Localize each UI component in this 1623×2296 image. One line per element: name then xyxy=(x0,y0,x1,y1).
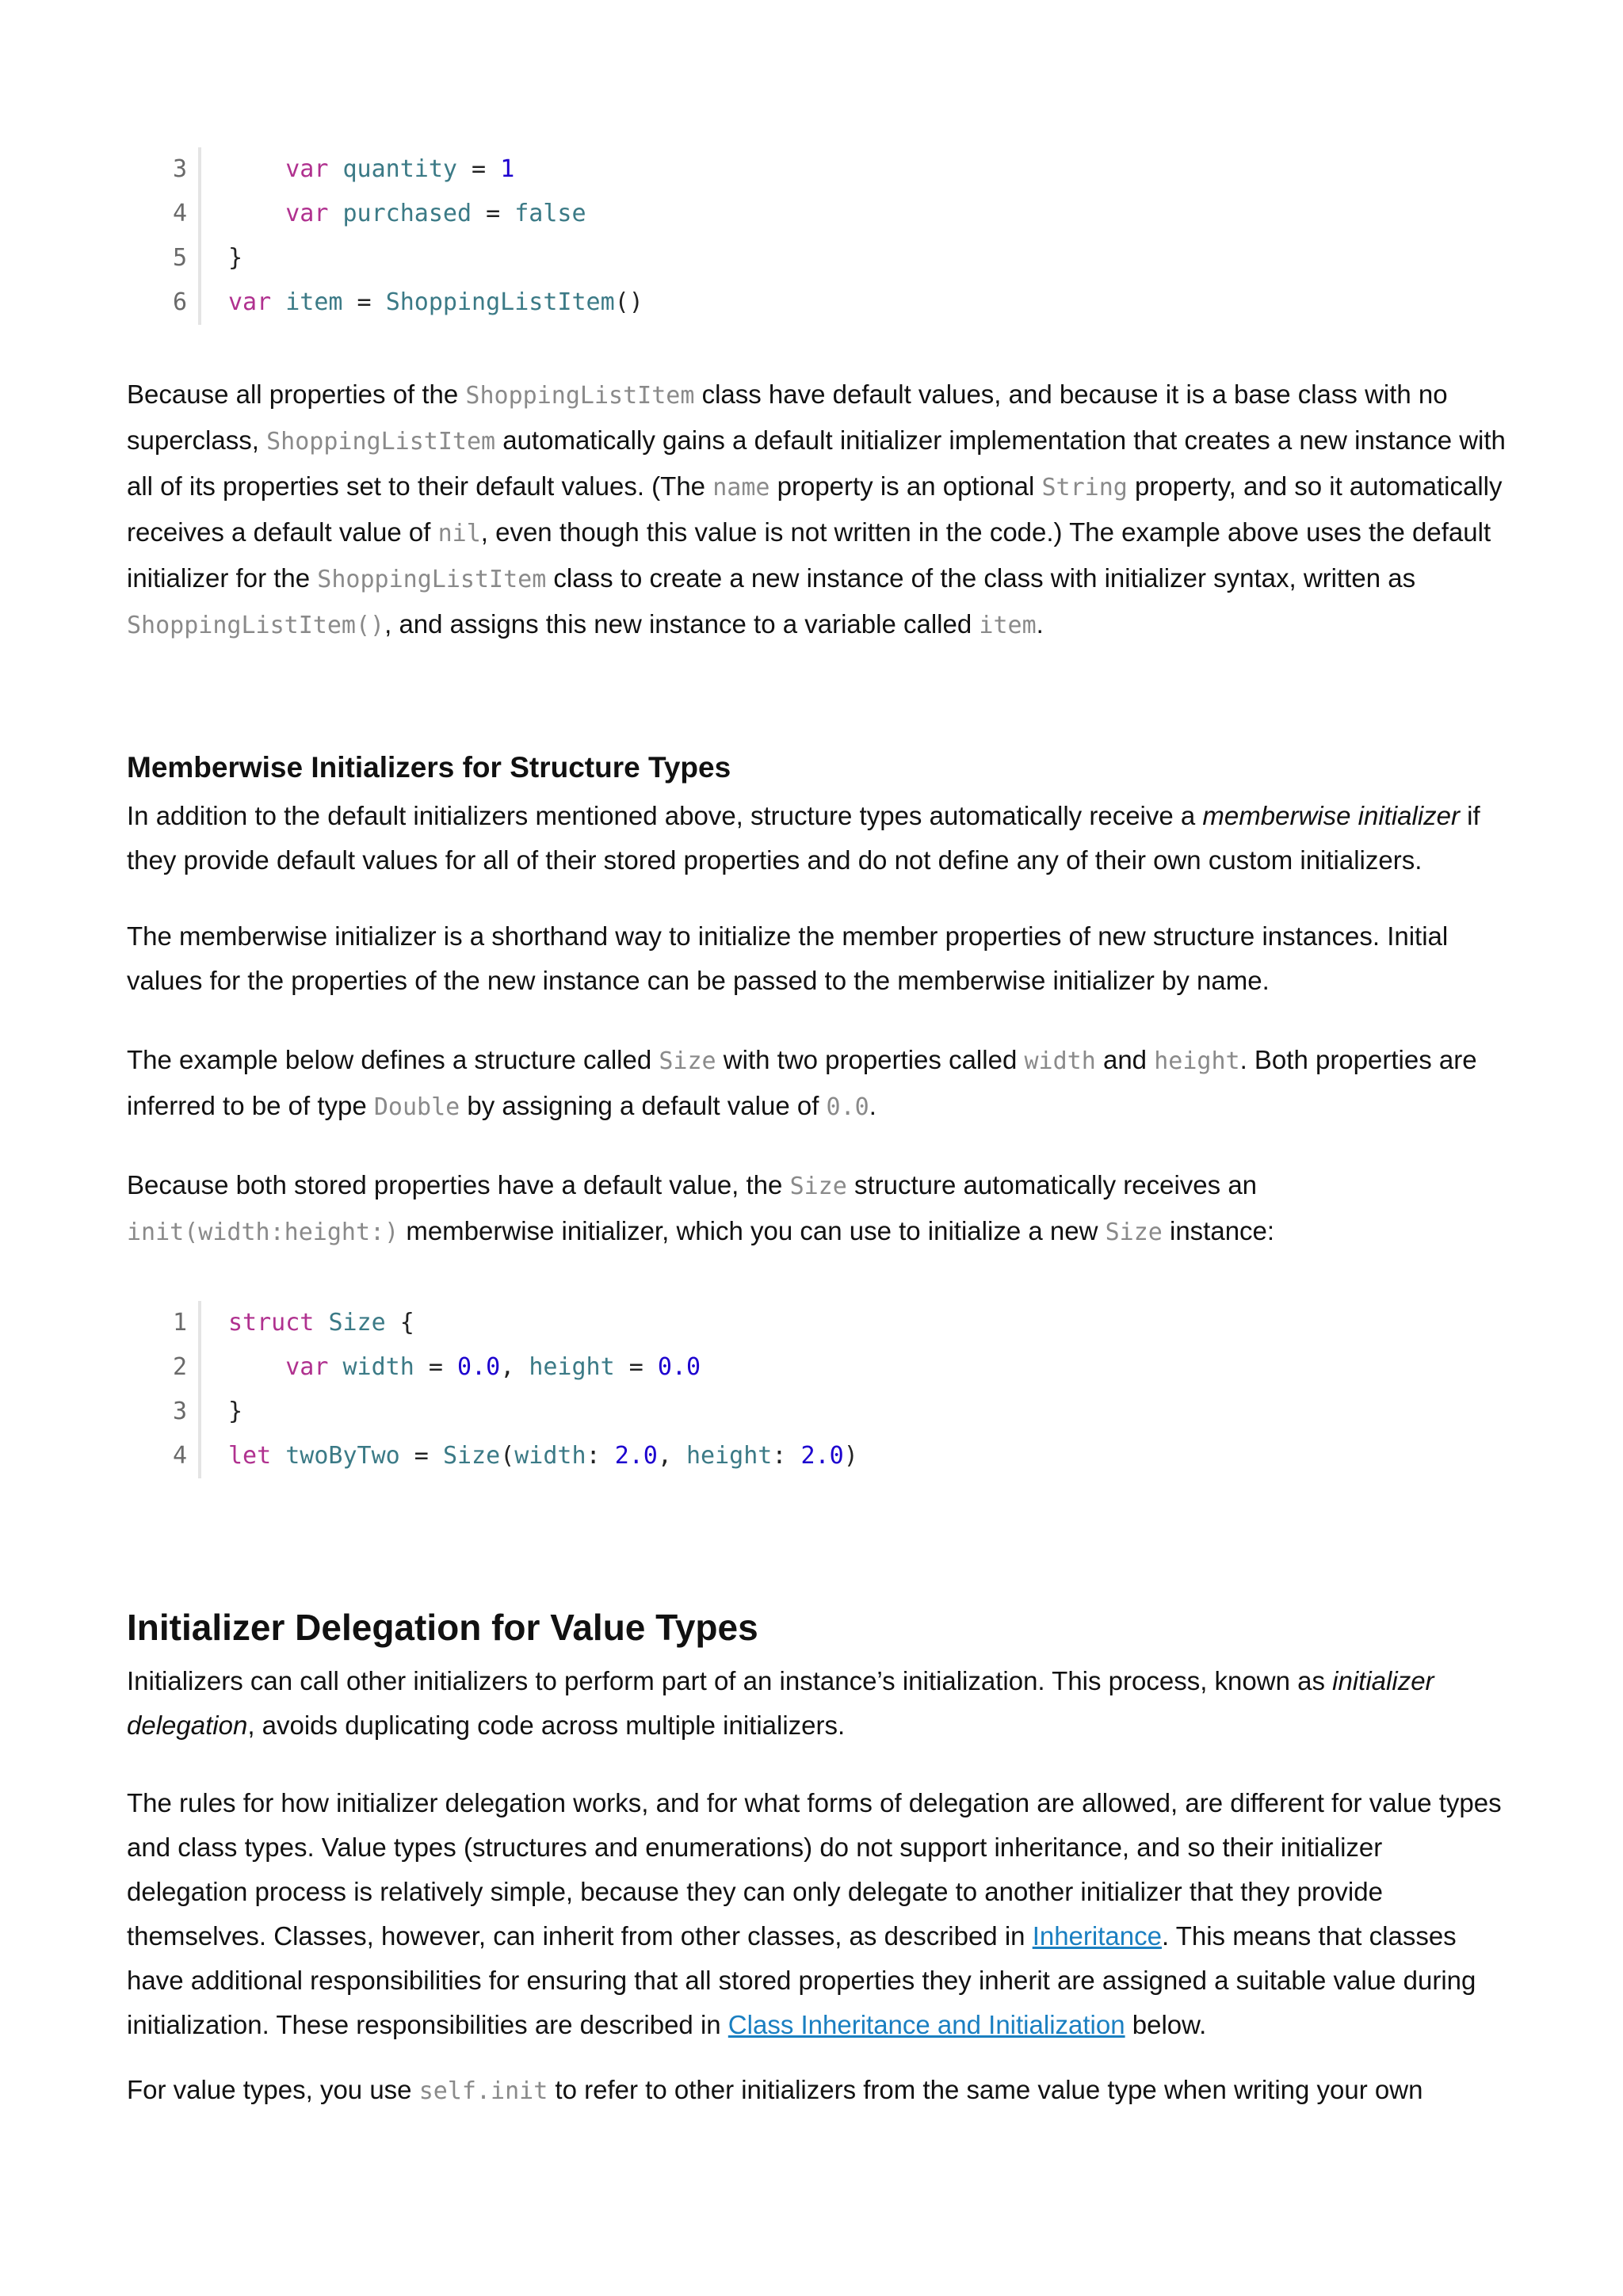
code-number: 1 xyxy=(500,155,515,183)
code-identifier: quantity xyxy=(342,155,457,183)
code-keyword: var xyxy=(228,288,272,316)
code-number: 2.0 xyxy=(614,1442,658,1470)
text-run: The rules for how initializer delegation works, and for what forms of delegation are allowed, are different for value types and class types. Value types (structures and enumerations) do not support inheritance, and so their initializer delegation process is relatively simple, because they can only delegate to another initializer that they provide themselves. Classes, however, can inherit from other classes, as described in xyxy=(127,1788,1502,1951)
doc-link[interactable]: Class Inheritance and Initialization xyxy=(727,2010,1125,2039)
code-identifier: purchased xyxy=(342,200,472,227)
gutter-divider xyxy=(198,280,201,325)
inline-code: String xyxy=(1041,474,1128,502)
inline-code: nil xyxy=(437,520,481,547)
text-run: , avoids duplicating code across multiple initializers. xyxy=(247,1711,846,1740)
text-run: Because both stored properties have a default value, the xyxy=(127,1170,790,1199)
paragraph-size-example xyxy=(127,1038,1506,1130)
text-run: automatically gains a default initializer implementation that creates a new instance with all of its properties set to their default values. (The xyxy=(127,425,1506,501)
paragraph-self-init xyxy=(127,2068,1506,2114)
emphasis-term: initializer delegation xyxy=(127,1666,1434,1740)
paragraph-delegation-rules xyxy=(127,1781,1506,2047)
code-punct: { xyxy=(385,1309,414,1337)
code-identifier: height xyxy=(529,1353,615,1381)
section-heading-memberwise: Memberwise Initializers for Structure Types xyxy=(127,751,731,784)
line-number: 3 xyxy=(172,1398,187,1425)
inline-code: 0.0 xyxy=(826,1093,869,1121)
code-keyword: var xyxy=(285,155,329,183)
code-number: 0.0 xyxy=(657,1353,701,1381)
code-number: 0.0 xyxy=(457,1353,501,1381)
code-punct: = xyxy=(457,155,501,183)
text-run: The example below defines a structure called xyxy=(127,1045,659,1074)
code-punct: ) xyxy=(843,1442,858,1470)
code-text xyxy=(228,1434,858,1478)
text-run: by assigning a default value of xyxy=(460,1091,827,1120)
text-run: . Both properties are inferred to be of type xyxy=(127,1045,1477,1120)
code-keyword: struct xyxy=(228,1309,315,1337)
code-text xyxy=(228,1301,414,1345)
section-heading-delegation: Initializer Delegation for Value Types xyxy=(127,1607,758,1648)
code-keyword: let xyxy=(228,1442,272,1470)
code-text xyxy=(228,1345,701,1390)
gutter-divider xyxy=(198,1434,201,1478)
code-punct: = xyxy=(614,1353,658,1381)
inline-code: self.init xyxy=(418,2077,548,2105)
paragraph-default-initializer xyxy=(127,372,1506,648)
code-identifier: width xyxy=(514,1442,586,1470)
code-text xyxy=(228,192,586,236)
gutter-divider xyxy=(198,147,201,192)
line-number: 2 xyxy=(172,1353,187,1381)
inline-code: name xyxy=(712,474,770,502)
text-run: class to create a new instance of the class with initializer syntax, written as xyxy=(546,563,1416,593)
emphasis-term: memberwise initializer xyxy=(1202,801,1461,830)
text-run: property is an optional xyxy=(769,471,1042,501)
line-number: 5 xyxy=(172,244,187,272)
paragraph-size-init xyxy=(127,1163,1506,1255)
text-run: structure automatically receives an xyxy=(846,1170,1258,1199)
inline-code: Size xyxy=(789,1173,847,1200)
code-punct: } xyxy=(228,244,243,272)
paragraph-memberwise-intro xyxy=(127,794,1506,883)
text-run: , and assigns this new instance to a variable called xyxy=(384,609,980,639)
inline-code: Double xyxy=(373,1093,460,1121)
code-identifier: Size xyxy=(328,1309,386,1337)
text-run: below. xyxy=(1125,2010,1207,2039)
text-run: , even though this value is not written in the code.) The example above uses the default initializer for the xyxy=(127,517,1491,593)
line-number: 3 xyxy=(172,155,187,183)
text-run: Initializers can call other initializers to perform part of an instance’s initialization. This process, known as xyxy=(127,1666,1333,1695)
gutter-divider xyxy=(198,236,201,280)
line-number: 6 xyxy=(172,288,187,316)
text-run: . xyxy=(869,1091,876,1120)
line-number: 4 xyxy=(172,1442,187,1470)
doc-link[interactable]: Inheritance xyxy=(1032,1921,1162,1951)
text-run: instance: xyxy=(1162,1216,1275,1245)
gutter-divider xyxy=(198,1345,201,1390)
text-run: property, and so it automatically receives a default value of xyxy=(127,471,1503,547)
code-identifier: item xyxy=(285,288,343,316)
text-run: memberwise initializer, which you can use to initialize a new xyxy=(399,1216,1106,1245)
code-identifier: ShoppingListItem xyxy=(385,288,615,316)
inline-code: height xyxy=(1154,1047,1240,1075)
line-number: 1 xyxy=(172,1309,187,1337)
code-punct: = xyxy=(472,200,515,227)
text-run: The memberwise initializer is a shorthand way to initialize the member properties of new structure instances. Initial values for the properties of the new instance can be passed to the memberwise initializer by name. xyxy=(127,921,1449,995)
text-run: if they provide default values for all of their stored properties and do not define any of their own custom initializers. xyxy=(127,801,1480,875)
code-identifier: width xyxy=(342,1353,414,1381)
inline-code: ShoppingListItem xyxy=(317,566,547,593)
text-run: In addition to the default initializers mentioned above, structure types automatically receive a xyxy=(127,801,1203,830)
code-punct: , xyxy=(500,1353,529,1381)
text-run: Because all properties of the xyxy=(127,379,466,409)
code-identifier: height xyxy=(686,1442,773,1470)
code-punct: = xyxy=(414,1353,457,1381)
code-punct: : xyxy=(772,1442,801,1470)
inline-code: Size xyxy=(659,1047,716,1075)
code-text xyxy=(228,1390,242,1434)
line-number: 4 xyxy=(172,200,187,227)
gutter-divider xyxy=(198,1301,201,1345)
code-punct: () xyxy=(614,288,643,316)
text-run: . This means that classes have additional responsibilities for ensuring that all stored properties they inherit are assigned a suitable value during initialization. These responsibilities are described in xyxy=(127,1921,1476,2039)
code-keyword: var xyxy=(285,1353,329,1381)
text-run: and xyxy=(1095,1045,1155,1074)
text-run: class have default values, and because it is a base class with no superclass, xyxy=(127,379,1448,455)
inline-code: width xyxy=(1024,1047,1096,1075)
paragraph-memberwise-shorthand xyxy=(127,914,1506,1003)
code-identifier: Size xyxy=(442,1442,501,1470)
inline-code: Size xyxy=(1105,1219,1163,1246)
inline-code: item xyxy=(979,612,1037,639)
gutter-divider xyxy=(198,1390,201,1434)
code-punct: ( xyxy=(500,1442,515,1470)
code-punct: , xyxy=(657,1442,686,1470)
code-keyword: var xyxy=(285,200,329,227)
code-text xyxy=(228,147,514,192)
text-run: to refer to other initializers from the same value type when writing your own xyxy=(548,2075,1423,2104)
code-punct: = xyxy=(399,1442,443,1470)
code-number: 2.0 xyxy=(800,1442,844,1470)
paragraph-delegation-intro xyxy=(127,1659,1506,1748)
inline-code: init(width:height:) xyxy=(127,1219,399,1246)
gutter-divider xyxy=(198,192,201,236)
code-punct: = xyxy=(342,288,386,316)
text-run: . xyxy=(1036,609,1044,639)
inline-code: ShoppingListItem() xyxy=(127,612,385,639)
code-identifier: false xyxy=(514,200,586,227)
code-punct: : xyxy=(586,1442,615,1470)
code-text xyxy=(228,236,242,280)
inline-code: ShoppingListItem xyxy=(266,428,496,456)
code-punct: } xyxy=(228,1398,243,1425)
code-identifier: twoByTwo xyxy=(285,1442,400,1470)
code-text xyxy=(228,280,643,325)
text-run: with two properties called xyxy=(716,1045,1025,1074)
inline-code: ShoppingListItem xyxy=(465,382,695,410)
text-run: For value types, you use xyxy=(127,2075,419,2104)
